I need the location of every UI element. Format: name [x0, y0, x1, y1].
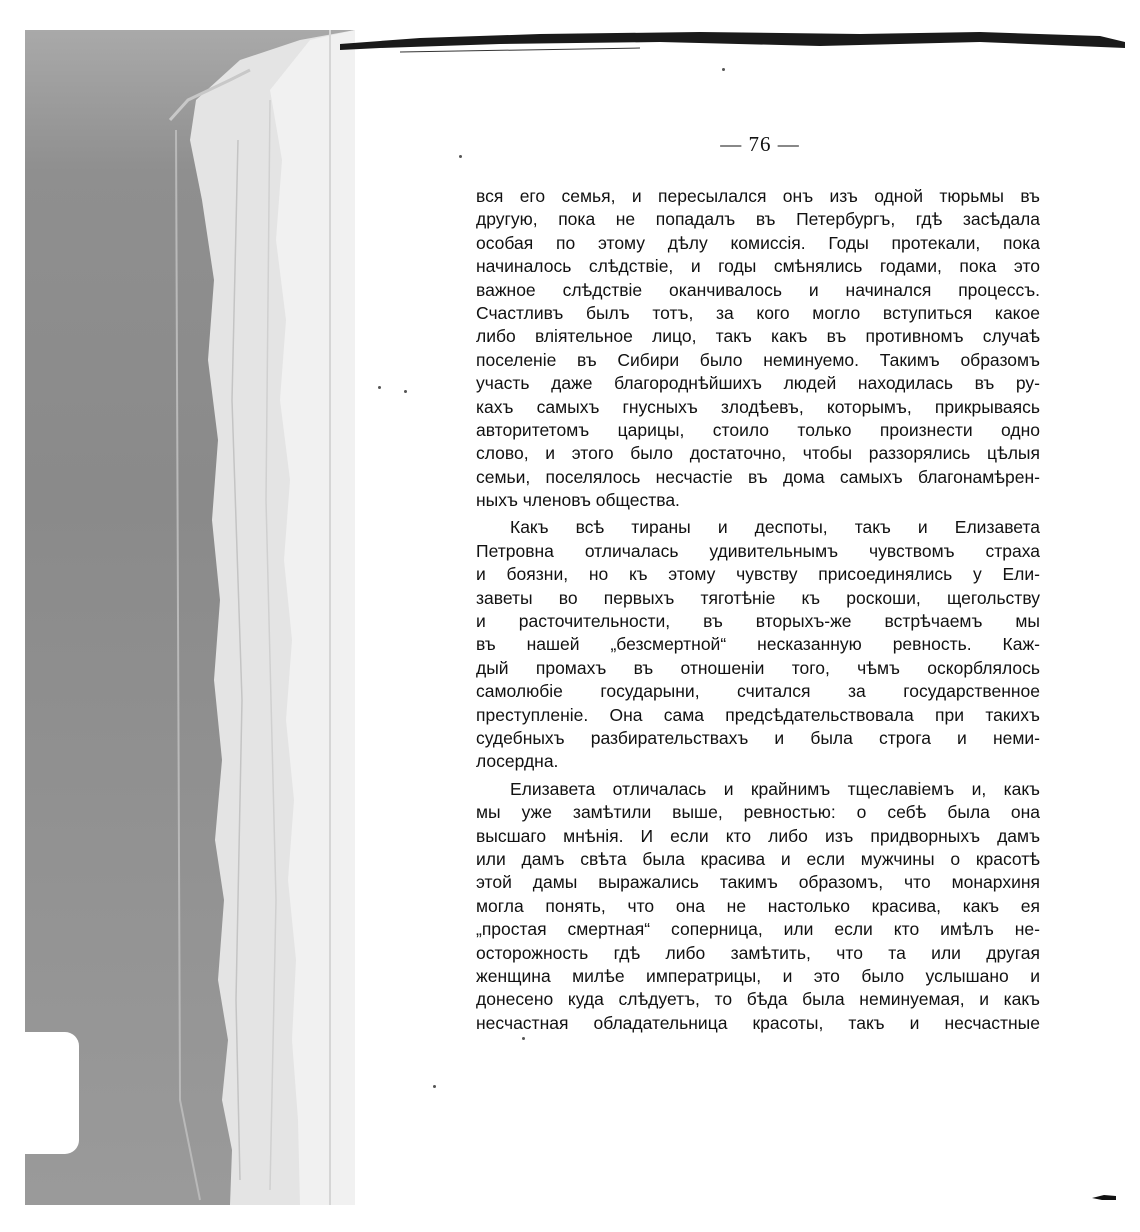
text-line: донесено куда слѣдуетъ, то бѣда была неминуемая, и какъ — [476, 989, 1040, 1010]
text-line: и боязни, но къ этому чувству присоединялись у Ели- — [476, 564, 1040, 585]
text-line: Елизавета отличалась и крайнимъ тщеславіемъ и, какъ — [510, 778, 1040, 799]
dust-speck — [433, 1085, 436, 1088]
text-line: Счастливъ былъ тотъ, за кого могло вступиться какое — [476, 302, 1040, 323]
text-line: или дамъ свѣта была красива и если мужчины о красотѣ — [476, 848, 1040, 869]
text-line: дый промахъ въ отношеніи того, чѣмъ оскорблялось — [476, 657, 1040, 678]
dust-speck — [722, 68, 725, 71]
page-number: — 76 — — [720, 132, 800, 156]
text-line: мы уже замѣтили выше, ревностью: о себѣ была она — [476, 802, 1040, 823]
text-line: другую, пока не попадалъ въ Петербургъ, гдѣ засѣдала — [476, 209, 1040, 230]
paragraph — [476, 185, 1040, 512]
text-line: Петровна отличалась удивительнымъ чувствомъ страха — [476, 540, 1040, 561]
text-line: вся его семья, и пересылался онъ изъ одной тюрьмы въ — [476, 186, 1040, 206]
text-line: и расточительности, въ вторыхъ-же встрѣчаемъ мы — [476, 611, 1040, 632]
body-text — [476, 185, 1040, 1039]
dust-speck — [404, 390, 407, 393]
text-line: заветы во первыхъ тяготѣніе къ роскоши, щегольству — [476, 587, 1040, 608]
text-line: лосердна. — [476, 751, 559, 772]
text-line: этой дамы выражались такимъ образомъ, что монархиня — [476, 872, 1040, 893]
text-line: Какъ всѣ тираны и деспоты, такъ и Елизавета — [510, 517, 1040, 538]
text-line: женщина милѣе императрицы, и это было услышано и — [476, 965, 1040, 986]
dust-speck — [459, 155, 462, 158]
text-line: особая по этому дѣлу комиссія. Годы протекали, пока — [476, 232, 1040, 253]
text-line: осторожность гдѣ либо замѣтить, что та или другая — [476, 942, 1040, 963]
paragraph — [476, 778, 1040, 1035]
torn-page-edges — [0, 0, 420, 1232]
text-line: слово, и этого было достаточно, чтобы раззорялись цѣлыя — [476, 443, 1040, 464]
text-line: поселеніе въ Сибири было неминуемо. Такимъ образомъ — [476, 349, 1040, 370]
text-line: высшаго мнѣнія. И если кто либо изъ придворныхъ дамъ — [476, 825, 1040, 846]
text-line: преступленіе. Она сама предсѣдательствовала при такихъ — [476, 704, 1040, 725]
text-line: участь даже благороднѣйшихъ людей находилась въ ру- — [476, 373, 1040, 394]
text-line: несчастная обладательница красоты, такъ и несчастные — [476, 1012, 1040, 1033]
text-line: самолюбіе государыни, считался за государственное — [476, 681, 1040, 702]
text-line: важное слѣдствіе оканчивалось и начинался процессъ. — [476, 279, 1040, 300]
text-line: въ нашей „безсмертной“ несказанную ревность. Каж- — [476, 634, 1040, 655]
top-dark-margin — [340, 22, 1130, 62]
paragraph — [476, 516, 1040, 773]
dust-speck — [378, 386, 381, 389]
text-line: семьи, поселялось несчастіе въ дома самыхъ благонамѣрен- — [476, 466, 1040, 487]
text-line: могла понять, что она не настолько красива, какъ ея — [476, 895, 1040, 916]
text-line: либо вліятельное лицо, такъ какъ въ противномъ случаѣ — [476, 326, 1040, 347]
text-line: кахъ самыхъ гнусныхъ злодѣевъ, которымъ, прикрываясь — [476, 396, 1040, 417]
text-line: авторитетомъ царицы, стоило только произнести одно — [476, 419, 1040, 440]
bottom-corner-mark — [1092, 1192, 1116, 1202]
text-line: начиналось слѣдствіе, и годы смѣнялись годами, пока это — [476, 256, 1040, 277]
text-line: судебныхъ разбирательствахъ и была строга и неми- — [476, 727, 1040, 748]
text-line: ныхъ членовъ общества. — [476, 490, 680, 511]
text-line: „простая смертная“ соперница, или если кто имѣлъ не- — [476, 919, 1040, 940]
